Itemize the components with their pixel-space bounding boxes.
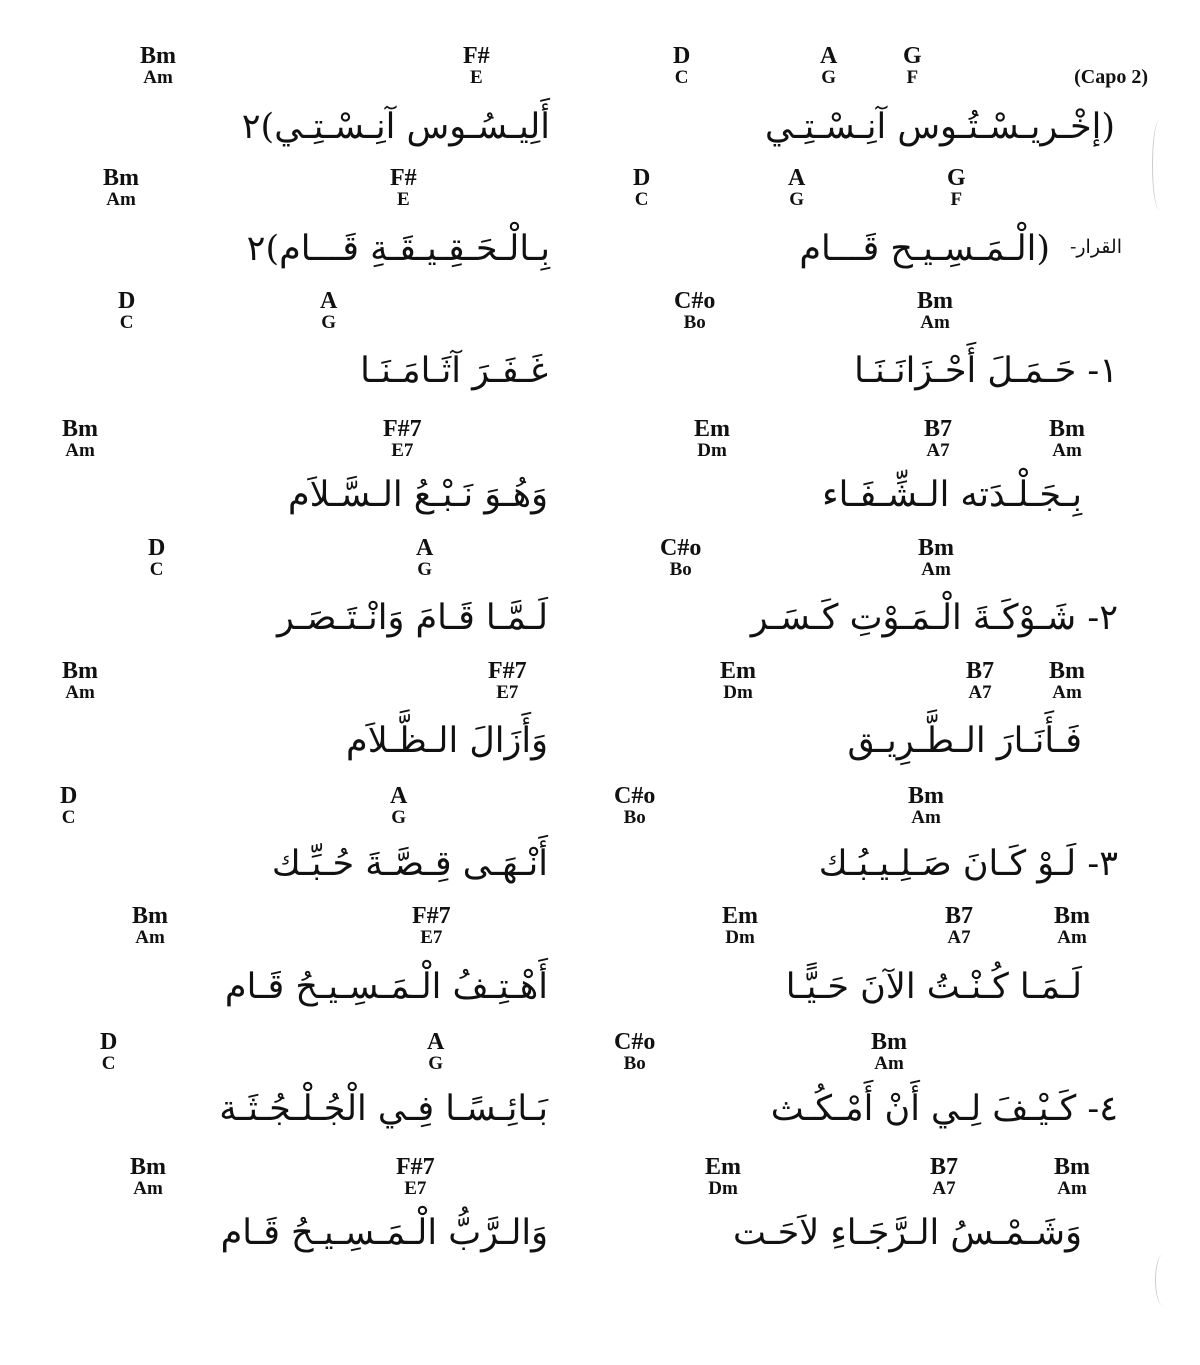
chord: F#7 E7	[383, 416, 422, 461]
chord: D C	[673, 43, 691, 88]
chord: Bm Am	[103, 165, 139, 210]
lyric-line: (إخْـريـسْـتُـوس آنِـسْـتِـي	[765, 107, 1115, 147]
lyric-line: وَهُـوَ نَـبْـعُ الـسَّـلاَم	[287, 475, 548, 515]
chord: Bm Am	[1049, 658, 1085, 703]
chord: B7 A7	[966, 658, 995, 703]
chord: Bm Am	[62, 658, 98, 703]
lyric-line: غَـفَـرَ آثَـامَـنَـا	[360, 351, 548, 391]
chord: C#o Bo	[614, 1029, 656, 1074]
capo-note: (Capo 2)	[1074, 66, 1148, 88]
lyric-line: ٢- شَـوْكَـةَ الْـمَـوْتِ كَـسَـر	[750, 598, 1118, 638]
chord: F#7 E7	[488, 658, 527, 703]
lyric-line: بَـائِـسًـا فِـي الْجُـلْـجُـثَـة	[219, 1089, 548, 1129]
chord: Bm Am	[917, 288, 953, 333]
chord: Bm Am	[130, 1154, 166, 1199]
chord: C#o Bo	[674, 288, 716, 333]
chord: A G	[320, 288, 338, 333]
chord: D C	[633, 165, 651, 210]
chord: B7 A7	[930, 1154, 959, 1199]
chord: Em Dm	[705, 1154, 741, 1199]
lyric-line: وَشَـمْـسُ الـرَّجَـاءِ لاَحَـت	[732, 1213, 1082, 1253]
chord: Em Dm	[694, 416, 730, 461]
scan-edge-mark	[1155, 1255, 1170, 1305]
chord: G F	[947, 165, 966, 210]
lyric-line: فَـأَنَـارَ الـطَّـرِيـق	[847, 721, 1082, 761]
chord: D C	[60, 783, 78, 828]
chord: D C	[118, 288, 136, 333]
chord: Em Dm	[722, 903, 758, 948]
scan-edge-mark	[1152, 120, 1167, 210]
lyric-line: أَلِيـسُـوس آنِـسْـتِـي)٢	[241, 107, 550, 147]
lyric-line: وَأَزَالَ الـظَّـلاَم	[346, 721, 548, 761]
chord: Bm Am	[140, 43, 176, 88]
chord: Bm Am	[918, 535, 954, 580]
chord: F# E	[390, 165, 417, 210]
chord: A G	[427, 1029, 445, 1074]
chord: Bm Am	[1054, 1154, 1090, 1199]
lyric-line: ١- حَـمَـلَ أَحْـزَانَـنَـا	[854, 351, 1118, 391]
lyric-line: بِـالْـحَـقِـيـقَـةِ قَـــام)٢	[246, 229, 550, 269]
chord: Bm Am	[1054, 903, 1090, 948]
chord: G F	[903, 43, 922, 88]
lyric-line: أَنْـهَـى قِـصَّـةَ حُـبِّـك	[271, 844, 548, 884]
chord: Bm Am	[132, 903, 168, 948]
chord: Bm Am	[1049, 416, 1085, 461]
lyric-line: وَالـرَّبُّ الْـمَـسِـيـحُ قَـام	[220, 1213, 548, 1253]
chord: A G	[416, 535, 434, 580]
chorus-label: القرار-	[1069, 236, 1122, 258]
chord: Bm Am	[871, 1029, 907, 1074]
chord: B7 A7	[945, 903, 974, 948]
chord: F#7 E7	[412, 903, 451, 948]
chord: B7 A7	[924, 416, 953, 461]
lyric-line: لَـمَّـا قَـامَ وَانْـتَـصَـر	[277, 598, 548, 638]
chord: Em Dm	[720, 658, 756, 703]
chord: D C	[148, 535, 166, 580]
chord: C#o Bo	[614, 783, 656, 828]
chord: A G	[788, 165, 806, 210]
lyric-line: ٣- لَـوْ كَـانَ صَـلِـيـبُـك	[818, 844, 1118, 884]
chord: A G	[390, 783, 408, 828]
lyric-line: لَـمَـا كُـنْـتُ الآنَ حَـيًّـا	[785, 967, 1082, 1007]
chord: D C	[100, 1029, 118, 1074]
chord: Bm Am	[62, 416, 98, 461]
lyric-line: (الْـمَـسِـيـح قَـــام	[799, 229, 1050, 269]
chord: A G	[820, 43, 838, 88]
chord: Bm Am	[908, 783, 944, 828]
lyric-line: أَهْـتِـفُ الْـمَـسِـيـحُ قَـام	[224, 967, 548, 1007]
lyric-line: ٤- كَـيْـفَ لِـي أَنْ أَمْـكُـث	[770, 1089, 1118, 1129]
chord: F#7 E7	[396, 1154, 435, 1199]
chord: C#o Bo	[660, 535, 702, 580]
lyric-line: بِـجَـلْـدَته الـشِّـفَـاء	[822, 475, 1082, 515]
chord: F# E	[463, 43, 490, 88]
